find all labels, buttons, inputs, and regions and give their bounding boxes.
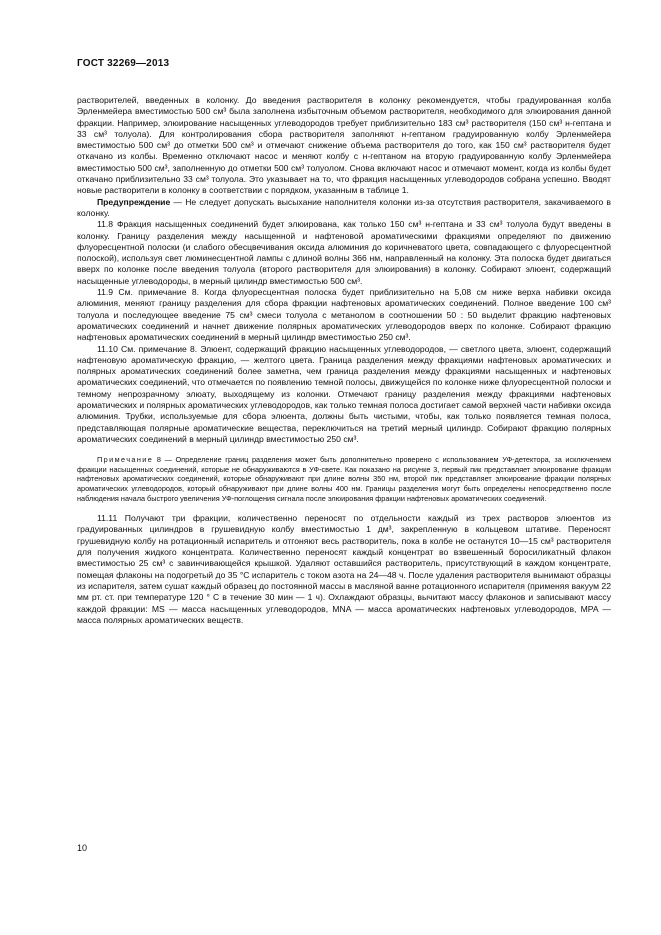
paragraph-11-9: 11.9 См. примечание 8. Когда флуоресцентная полоска будет приблизительно на 5,08 см ниже верха набивки оксида алюминия, меняют границу разделения для сбора фракции нафтеновых ароматических соединений. Полное введение 100 см³ толуола и последующее введение 75 см³ смеси толуола с метанолом в соотношении 50 : 50 выделит фракцию нафтеновых ароматических соединений и начнет движение полярных ароматических углеводородов вверх по колонке. Собирают фракцию нафтеновых ароматических соединений в мерный цилиндр вместимостью 250 см³. — [77, 287, 611, 343]
warning-paragraph — [77, 197, 611, 220]
paragraph-11-10: 11.10 См. примечание 8. Элюент, содержащий фракцию насыщенных углеводородов, — светлого цвета, элюент, содержащий нафтеновую ароматическую фракцию, — желтого цвета. Граница разделения между фракциями нафтеновых ароматических и полярных ароматических соединений более заметна, чем граница разделения между фракциями насыщенных и нафтеновых ароматических соединений, что отмечается по появлению темной полосы, движущейся по колонке ниже флуоресцентной полоски и темному непрозрачному элюату, выходящему из колонки. Отмечают границу разделения между фракциями нафтеновых ароматических и полярных ароматических углеводородов, как только темная полоса достигает самой верхней части набивки оксида алюминия. Трубки, используемые для сбора элюента, должны быть чистыми, чтобы, как только появляется темная полоса, представляющая полярные ароматические вещества, переключиться на третий мерный цилиндр. Собирают фракцию полярных ароматических соединений в мерный цилиндр вместимостью 250 см³. — [77, 343, 611, 444]
note-label: Примечание — [97, 455, 154, 465]
paragraph-11-8: 11.8 Фракция насыщенных соединений будет элюирована, как только 150 см³ н-гептана и 33 см³ толуола будут введены в колонку. Границу разделения между насыщенной и нафтеновой ароматическими фракциями определяют по движению флуоресцентной полоски (и слабого обесцвечивания оксида алюминия до коричневатого цвета, совпадающего с флуоресцентной полоской), используя свет люминесцентной лампы с длиной волны 366 нм, направленный на колонку. Эта полоска будет двигаться вверх по колонке после введения толуола (второго растворителя для элюирования) в колонку. Собирают элюент, содержащий насыщенные углеводороды, в мерный цилиндр вместимостью 500 см³. — [77, 219, 611, 286]
warning-label: Предупреждение — [97, 196, 171, 207]
warning-text: — Не следует допускать высыхание наполнителя колонки из-за отсутствия растворителя, закачиваемого в колонку. — [77, 196, 611, 218]
doc-header — [77, 58, 169, 69]
paragraph-11-11: 11.11 Получают три фракции, количественно переносят по отдельности каждый из трех растворов элюентов из градуированных цилиндров в грушевидную колбу вместимостью 1 дм³, закрепленную в кольцевом штативе. Переносят грушевидную колбу на ротационный испаритель и отгоняют весь растворитель, пока в колбе не останутся 10—15 см³ растворителя для получения жидкого концентрата. Количественно переносят каждый концентрат во взвешенный боросиликатный флакон вместимостью 25 см³ с завинчивающейся крышкой. Удаляют оставшийся растворитель, присутствующий в каждом концентрате, помещая флаконы на подогретый до 35 °С испаритель с током азота на 24—48 ч. После удаления растворителя вынимают образцы из испарителя, затем сушат каждый образец до постоянной массы в масляной ванне ротационного испарителя (применяя вакуум 22 мм рт. ст. при температуре 120 ° С в течение 30 мин — 1 ч). Охлаждают образцы, вычитают массу флаконов и записывают массу каждой фракции: MS — масса насыщенных углеводородов, MNA — масса ароматических нафтеновых углеводородов, MPA — масса полярных ароматических веществ. — [77, 513, 611, 625]
standard-code: ГОСТ 32269—2013 — [77, 58, 170, 69]
paragraph-continuation: растворителей, введенных в колонку. До введения растворителя в колонку рекомендуется, чтобы градуированная колба Эрленмейера вместимостью 500 см³ была заполнена избыточным объемом растворителя, необходимого для элюирования данной фракции. Например, элюирование насыщенных углеводородов требует приблизительно 183 см³ растворителя (150 см³ н-гептана и 33 см³ толуола). Для контролирования сбора растворителя заполняют н-гептаном градуированную колбу Эрленмейера вместимостью 500 см³ до отметки 500 см³ и отмечают снижение объема растворителя до того, как 150 см³ растворителя будет откачано из колбы. Временно отключают насос и меняют колбу с н-гептаном на вторую градуированную колбу Эрленмейера вместимостью 500 см³, заполненную до отметки 500 см³ толуолом. Снова включают насос и отмечают момент, когда из колбы будет откачано приблизительно 33 см³ толуола. Это указывает на то, что фракция насыщенных углеводородов собрана успешно. Вводят новые растворители в колонку в соответствии с порядком, указанным в таблице 1. — [77, 95, 611, 196]
note-8 — [77, 455, 611, 503]
document-body — [77, 95, 611, 626]
page-number: 10 — [77, 843, 88, 853]
note-text: 8 — Определение границ разделения может быть дополнительно проверено с использованием УФ-детектора, за исключением фракции насыщенных соединений, которые не обнаруживаются в УФ-свете. Как показано на рисунке 3, первый пик представляет элюирование фракции нафтеновых ароматических соединений, которые обнаруживают при длине волны 350 нм, второй пик представляет элюирование фракции полярных ароматических углеводородов, который обнаруживают при длине волны 400 нм. Границы разделения могут быть определены непосредственно после наблюдения начала быстрого увеличения УФ-поглощения сигнала после элюирования фракции нафтеновых ароматических соединений. — [77, 455, 611, 503]
